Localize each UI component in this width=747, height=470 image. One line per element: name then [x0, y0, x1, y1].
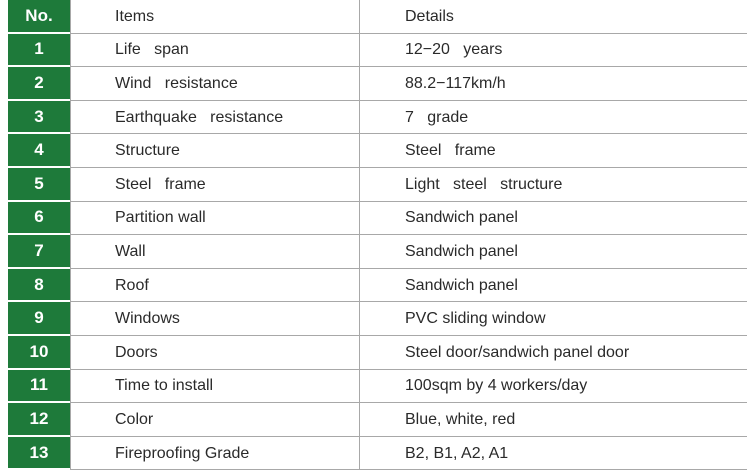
table-row	[0, 235, 747, 269]
row-detail: Sandwich panel	[405, 209, 518, 227]
row-number: 9	[8, 302, 70, 334]
table-row	[0, 269, 747, 303]
table-row	[0, 134, 747, 168]
table-row	[0, 370, 747, 404]
table-row	[0, 302, 747, 336]
row-item: Wall	[115, 242, 146, 260]
header-items: Items	[115, 7, 155, 25]
header-details: Details	[405, 7, 454, 25]
row-number: 13	[8, 437, 70, 469]
header-row	[0, 0, 747, 34]
row-item: Wind resistance	[115, 74, 238, 92]
row-number: 5	[8, 168, 70, 200]
row-number: 6	[8, 202, 70, 234]
row-item: Color	[115, 410, 154, 428]
row-item: Windows	[115, 310, 180, 328]
table-row	[0, 437, 747, 470]
row-number: 1	[8, 34, 70, 66]
table-row	[0, 34, 747, 68]
row-detail: Blue, white, red	[405, 410, 516, 428]
row-item: Partition wall	[115, 209, 206, 227]
row-number: 12	[8, 403, 70, 435]
table-row	[0, 202, 747, 236]
table-row	[0, 67, 747, 101]
row-item: Earthquake resistance	[115, 108, 284, 126]
row-detail: 100sqm by 4 workers/day	[405, 377, 588, 395]
row-number: 7	[8, 235, 70, 267]
row-detail: PVC sliding window	[405, 310, 546, 328]
row-detail: 7 grade	[405, 108, 469, 126]
row-item: Roof	[115, 276, 149, 294]
row-item: Doors	[115, 343, 158, 361]
row-item: Structure	[115, 142, 180, 160]
row-detail: Sandwich panel	[405, 242, 518, 260]
row-number: 8	[8, 269, 70, 301]
table-row	[0, 403, 747, 437]
header-no: No.	[8, 0, 70, 32]
row-number: 3	[8, 101, 70, 133]
row-detail: B2, B1, A2, A1	[405, 444, 509, 462]
row-detail: Steel frame	[405, 142, 496, 160]
row-number: 4	[8, 134, 70, 166]
row-detail: Sandwich panel	[405, 276, 518, 294]
row-detail: Light steel structure	[405, 175, 563, 193]
table-row	[0, 101, 747, 135]
row-detail: 12−20 years	[405, 41, 503, 59]
row-number: 2	[8, 67, 70, 99]
table-row	[0, 168, 747, 202]
row-item: Fireproofing Grade	[115, 444, 250, 462]
row-detail: 88.2−117km/h	[405, 74, 506, 92]
row-item: Time to install	[115, 377, 214, 395]
row-item: Steel frame	[115, 175, 206, 193]
row-item: Life span	[115, 41, 189, 59]
row-number: 10	[8, 336, 70, 368]
table-row	[0, 336, 747, 370]
row-detail: Steel door/sandwich panel door	[405, 343, 630, 361]
row-number: 11	[8, 370, 70, 402]
